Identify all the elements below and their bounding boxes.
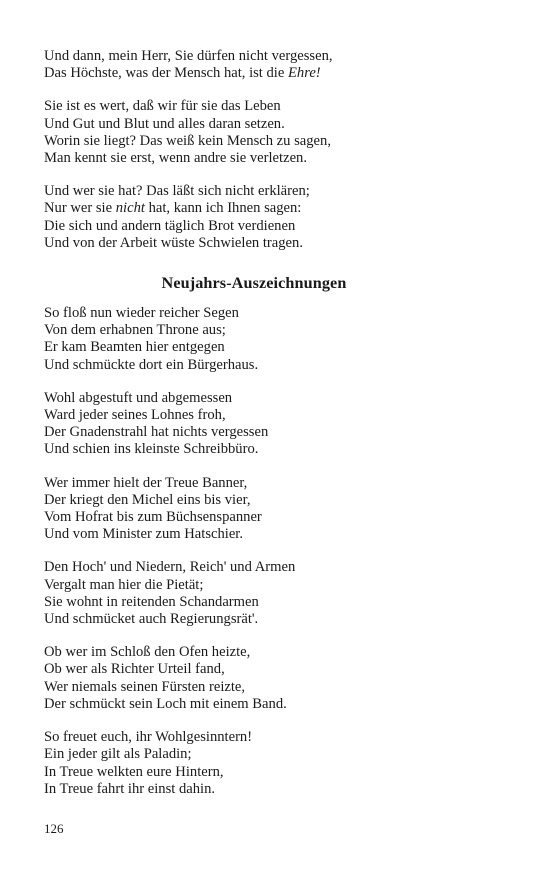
verse-emphasis: nicht (115, 200, 145, 217)
verse-text: Worin sie liegt? Das weiß kein Mensch zu sagen, (44, 132, 331, 149)
verse-line (44, 48, 514, 65)
stanza (44, 475, 514, 544)
verse-line (44, 424, 514, 441)
verse-line (44, 150, 514, 167)
stanza (44, 98, 514, 167)
stanza (44, 48, 514, 82)
verse-text: Sie wohnt in reitenden Schandarmen (44, 593, 259, 610)
verse-text: Von dem erhabnen Throne aus; (44, 322, 226, 339)
verse-line (44, 407, 514, 424)
verse-text: Wohl abgestuft und abgemessen (44, 389, 233, 406)
verse-line (44, 65, 514, 82)
verse-text: Und Gut und Blut und alles daran setzen. (44, 115, 285, 132)
verse-text: hat, kann ich Ihnen sagen: (144, 200, 302, 217)
verse-text: Ward jeder seines Lohnes froh, (44, 407, 226, 424)
verse-text: Ob wer als Richter Urteil fand, (44, 661, 225, 678)
verse-emphasis: Ehre! (287, 65, 321, 82)
verse-text: Und schien ins kleinste Schreibbüro. (44, 441, 259, 458)
verse-line (44, 357, 514, 374)
verse-line (44, 696, 514, 713)
verse-line (44, 475, 514, 492)
verse-line (44, 594, 514, 611)
verse-text: Der schmückt sein Loch mit einem Band. (44, 695, 287, 712)
verse-text: In Treue welkten eure Hintern, (44, 763, 224, 780)
verse-line (44, 492, 514, 509)
stanza (44, 390, 514, 459)
verse-text: Der kriegt den Michel eins bis vier, (44, 491, 251, 508)
verse-text: Und wer sie hat? Das läßt sich nicht erklären; (44, 183, 310, 200)
book-page (44, 48, 514, 814)
verse-text: Sie ist es wert, daß wir für sie das Leben (44, 98, 281, 115)
verse-line (44, 559, 514, 576)
verse-text: Der Gnadenstrahl hat nichts vergessen (44, 424, 269, 441)
verse-text: Und von der Arbeit wüste Schwielen tragen. (44, 234, 303, 251)
poem-body (44, 305, 514, 798)
stanza (44, 183, 514, 252)
verse-line (44, 577, 514, 594)
verse-text: Vergalt man hier die Pietät; (44, 576, 204, 593)
verse-line (44, 200, 514, 217)
page-number: 126 (44, 821, 64, 836)
verse-line (44, 764, 514, 781)
verse-text: Er kam Beamten hier entgegen (44, 339, 225, 356)
verse-line (44, 339, 514, 356)
poem-title: Neujahrs-Auszeichnungen (161, 274, 347, 293)
verse-text: Die sich und andern täglich Brot verdienen (44, 217, 296, 234)
stanza (44, 644, 514, 713)
verse-line (44, 509, 514, 526)
verse-text: Man kennt sie erst, wenn andre sie verletzen. (44, 150, 307, 167)
verse-line (44, 322, 514, 339)
verse-text: Und dann, mein Herr, Sie dürfen nicht vergessen, (44, 48, 333, 64)
verse-line (44, 235, 514, 252)
verse-line (44, 781, 514, 798)
verse-line (44, 305, 514, 322)
verse-line (44, 644, 514, 661)
verse-line (44, 729, 514, 746)
verse-text: So freuet euch, ihr Wohlgesinntern! (44, 729, 253, 746)
verse-text: Wer niemals seinen Fürsten reizte, (44, 678, 246, 695)
verse-line (44, 441, 514, 458)
verse-text: In Treue fahrt ihr einst dahin. (44, 780, 216, 797)
verse-line (44, 746, 514, 763)
verse-text: Ob wer im Schloß den Ofen heizte, (44, 644, 251, 661)
verse-line (44, 611, 514, 628)
verse-line (44, 98, 514, 115)
verse-line (44, 133, 514, 150)
verse-line (44, 218, 514, 235)
verse-text: Das Höchste, was der Mensch hat, ist die (44, 65, 288, 82)
verse-line (44, 116, 514, 133)
stanza (44, 559, 514, 628)
verse-line (44, 679, 514, 696)
verse-text: Vom Hofrat bis zum Büchsenspanner (44, 509, 262, 526)
verse-line (44, 390, 514, 407)
verse-text: Ein jeder gilt als Paladin; (44, 746, 192, 763)
verse-text: Und schmücket auch Regierungsrät'. (44, 611, 259, 628)
verse-line (44, 661, 514, 678)
verse-text: Den Hoch' und Niedern, Reich' und Armen (44, 559, 296, 576)
stanza (44, 729, 514, 798)
verse-text: Und schmückte dort ein Bürgerhaus. (44, 356, 259, 373)
poem-continuation (44, 48, 514, 252)
verse-text: Wer immer hielt der Treue Banner, (44, 474, 248, 491)
verse-text: Nur wer sie (44, 200, 116, 217)
verse-text: Und vom Minister zum Hatschier. (44, 526, 244, 543)
verse-line (44, 526, 514, 543)
verse-text: So floß nun wieder reicher Segen (44, 305, 239, 322)
stanza (44, 305, 514, 374)
verse-line (44, 183, 514, 200)
